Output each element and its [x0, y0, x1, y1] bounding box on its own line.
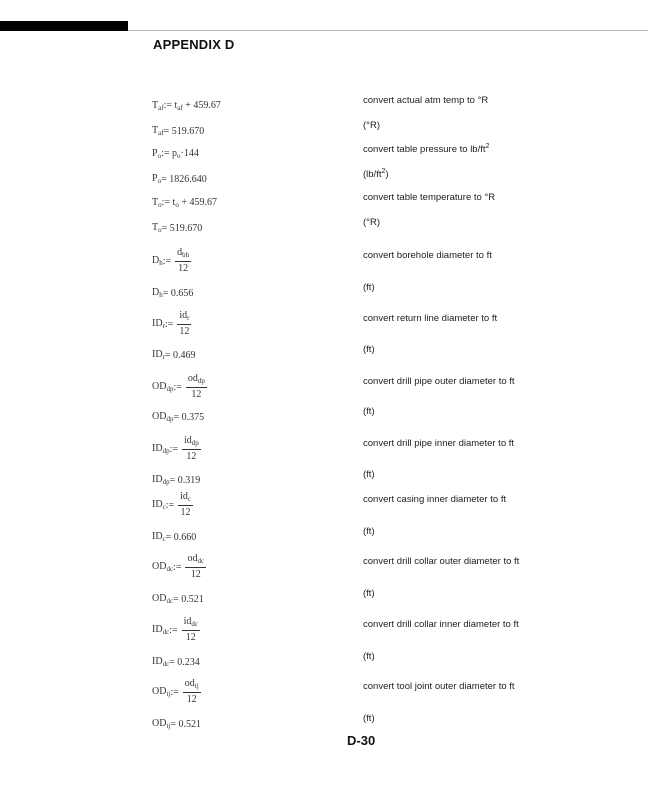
equation [152, 173, 207, 185]
equation-lhs: $ID_r$ [152, 349, 165, 361]
equation-lhs: $D_h$ [152, 255, 163, 267]
assign-operator: := [162, 255, 172, 267]
header-black-bar [0, 21, 128, 31]
equation-comment: $(lb/ft^2)$ [363, 168, 389, 180]
fraction-denominator: 12 [180, 507, 191, 518]
equation [152, 616, 200, 644]
equation-lhs: $ID_c$ [152, 499, 166, 511]
equation-lhs: $T_o$ [152, 197, 162, 209]
equation-lhs: $T_{af}$ [152, 125, 164, 137]
equation-lhs: $T_{af}$ [152, 100, 164, 112]
equation-comment: convert drill pipe inner diameter to ft [363, 438, 515, 449]
numerator-subscript: r [187, 314, 190, 322]
equation [152, 373, 207, 401]
equation-comment: convert tool joint outer diameter to ft [363, 681, 515, 692]
fraction-numerator: $id_r$ [179, 310, 190, 322]
page-number: D-30 [347, 733, 376, 748]
equation-comment: (ft) [363, 282, 375, 293]
assign-operator: := [173, 381, 182, 393]
equation [152, 593, 204, 605]
numerator-subscript: dc [191, 620, 198, 628]
fraction [183, 678, 201, 706]
fraction [175, 247, 191, 275]
assign-operator: := [165, 499, 175, 511]
equation-rhs: = 0.660 [165, 531, 197, 543]
fraction [186, 373, 207, 401]
equation-lhs-subscript: r [162, 353, 165, 361]
equation-lhs: $ID_{dc}$ [152, 656, 170, 668]
equation-rhs: := $p_o\cdot 144$ [161, 148, 199, 160]
equation-lhs-subscript: af [158, 129, 164, 137]
fraction [178, 491, 193, 519]
equation [152, 100, 221, 112]
equation [152, 553, 206, 581]
equation-rhs: = 0.521 [173, 593, 204, 605]
fraction-denominator: 12 [185, 632, 196, 643]
equation-comment: convert drill collar inner diameter to ft [363, 619, 519, 630]
equation-rhs: := $t_{af} + 459.67$ [163, 100, 221, 112]
equation-comment: convert borehole diameter to ft [363, 250, 492, 261]
equation-rhs: = 519.670 [163, 125, 205, 137]
equation-lhs-subscript: h [159, 291, 163, 299]
equation-lhs: $ID_c$ [152, 531, 166, 543]
equation-comment: (°R) [363, 120, 380, 131]
equation [152, 678, 201, 706]
fraction-denominator: 12 [186, 694, 197, 705]
equation [152, 222, 202, 234]
equation-lhs: $P_o$ [152, 173, 162, 185]
equation [152, 656, 200, 668]
equation [152, 718, 201, 730]
fraction [182, 435, 201, 463]
equation [152, 247, 191, 275]
appendix-heading: APPENDIX D [153, 37, 235, 52]
equation-lhs-subscript: dp [166, 415, 174, 423]
equation-lhs: $ID_{dp}$ [152, 474, 170, 486]
equation [152, 491, 193, 519]
equation [152, 531, 196, 543]
equation-lhs-subscript: o [157, 152, 162, 160]
equation-lhs: $ID_r$ [152, 318, 165, 330]
equation-lhs: $ID_{dp}$ [152, 443, 170, 455]
numerator-subscript: c [187, 495, 191, 503]
equation-lhs: $OD_{dp}$ [152, 381, 174, 393]
fraction-numerator: $id_{dp}$ [183, 435, 199, 447]
header-rule [128, 30, 648, 31]
equation-lhs: $OD_{tj}$ [152, 718, 171, 730]
fraction-denominator: 12 [191, 389, 202, 400]
equation-lhs-subscript: tj [166, 690, 171, 698]
equation-lhs-subscript: dp [166, 385, 174, 393]
assign-operator: := [170, 686, 179, 698]
fraction-numerator: $od_{tj}$ [184, 678, 199, 690]
equation [152, 197, 217, 209]
equation [152, 125, 204, 137]
equation-lhs-subscript: c [162, 503, 166, 511]
equation-lhs-subscript: tj [166, 722, 171, 730]
equation-lhs: $OD_{dc}$ [152, 561, 174, 573]
equation-lhs-subscript: dc [162, 660, 170, 668]
fraction-denominator: 12 [190, 569, 201, 580]
equation [152, 411, 204, 423]
equation-comment: (ft) [363, 713, 375, 724]
numerator-subscript: dp [191, 439, 199, 447]
equation-lhs-subscript: o [157, 177, 162, 185]
fraction-numerator: $od_{dp}$ [187, 373, 205, 385]
fraction-denominator: 12 [179, 326, 190, 337]
fraction-numerator: $id_{dc}$ [183, 616, 198, 628]
fraction-numerator: $id_c$ [180, 491, 191, 503]
fraction-denominator: 12 [178, 263, 189, 274]
equation [152, 148, 199, 160]
assign-operator: := [164, 318, 174, 330]
equation-comment: convert casing inner diameter to ft [363, 494, 507, 505]
equation-comment: (ft) [363, 406, 375, 417]
fraction-numerator: $od_{dc}$ [187, 553, 205, 565]
equation-comment: convert table temperature to °R [363, 192, 496, 203]
equation-lhs-subscript: af [158, 104, 164, 112]
equation-lhs-subscript: dp [162, 478, 170, 486]
equation-comment: (ft) [363, 526, 375, 537]
rhs-subscript: af [177, 104, 183, 112]
fraction [185, 553, 206, 581]
comment-superscript: 2 [485, 143, 490, 150]
equation-lhs: $T_o$ [152, 222, 162, 234]
numerator-subscript: tj [194, 682, 199, 690]
equation-comment: convert return line diameter to ft [363, 313, 498, 324]
equation-comment: convert actual atm temp to °R [363, 95, 489, 106]
comment-superscript: 2 [381, 168, 386, 175]
equation-lhs: $OD_{dp}$ [152, 411, 174, 423]
equation-lhs: $P_o$ [152, 148, 162, 160]
assign-operator: := [169, 443, 178, 455]
equation-comment: (ft) [363, 651, 375, 662]
equation-lhs-subscript: o [158, 226, 162, 234]
equation-comment: convert drill pipe outer diameter to ft [363, 376, 515, 387]
rhs-subscript: o [176, 152, 181, 160]
assign-operator: := [173, 561, 182, 573]
assign-operator: := [169, 624, 178, 636]
numerator-subscript: dp [197, 377, 205, 385]
rhs-subscript: o [175, 201, 179, 209]
fraction [177, 310, 191, 338]
equation-comment: (ft) [363, 588, 375, 599]
equation [152, 435, 201, 463]
equation [152, 310, 191, 338]
equation-lhs-subscript: dc [162, 628, 170, 636]
equation-lhs-subscript: r [162, 322, 165, 330]
equation-rhs: = 0.234 [169, 656, 200, 668]
equation-lhs-subscript: c [162, 535, 166, 543]
equation-comment: (°R) [363, 217, 380, 228]
equation-rhs: = 0.656 [162, 287, 194, 299]
equation-comment: (ft) [363, 344, 375, 355]
equation-lhs: $ID_{dc}$ [152, 624, 170, 636]
equation-lhs-subscript: dc [166, 565, 174, 573]
equation [152, 287, 193, 299]
equation-comment: (ft) [363, 469, 375, 480]
equation-comment: convert table pressure to $lb/ft^2$ [363, 143, 490, 155]
equation-rhs: = 519.670 [161, 222, 203, 234]
equation-rhs: := $t_o + 459.67$ [161, 197, 217, 209]
equation-rhs: = 0.469 [164, 349, 196, 361]
fraction [182, 616, 200, 644]
fraction-numerator: $d_{bh}$ [177, 247, 190, 259]
equation [152, 349, 196, 361]
equation-rhs: = 1826.640 [161, 173, 207, 185]
numerator-subscript: dc [197, 557, 205, 565]
fraction-denominator: 12 [186, 451, 197, 462]
numerator-subscript: bh [182, 251, 190, 259]
equation-lhs: $OD_{tj}$ [152, 686, 171, 698]
equation-lhs: $D_h$ [152, 287, 163, 299]
equation-rhs: = 0.319 [169, 474, 201, 486]
equation-lhs-subscript: dp [162, 447, 170, 455]
equation-lhs: $OD_{dc}$ [152, 593, 174, 605]
equation-lhs-subscript: dc [166, 597, 174, 605]
equation [152, 474, 200, 486]
equation-comment: convert drill collar outer diameter to ft [363, 556, 520, 567]
equation-rhs: = 0.521 [170, 718, 201, 730]
equation-lhs-subscript: o [158, 201, 162, 209]
equation-rhs: = 0.375 [173, 411, 205, 423]
equation-lhs-subscript: h [159, 259, 163, 267]
